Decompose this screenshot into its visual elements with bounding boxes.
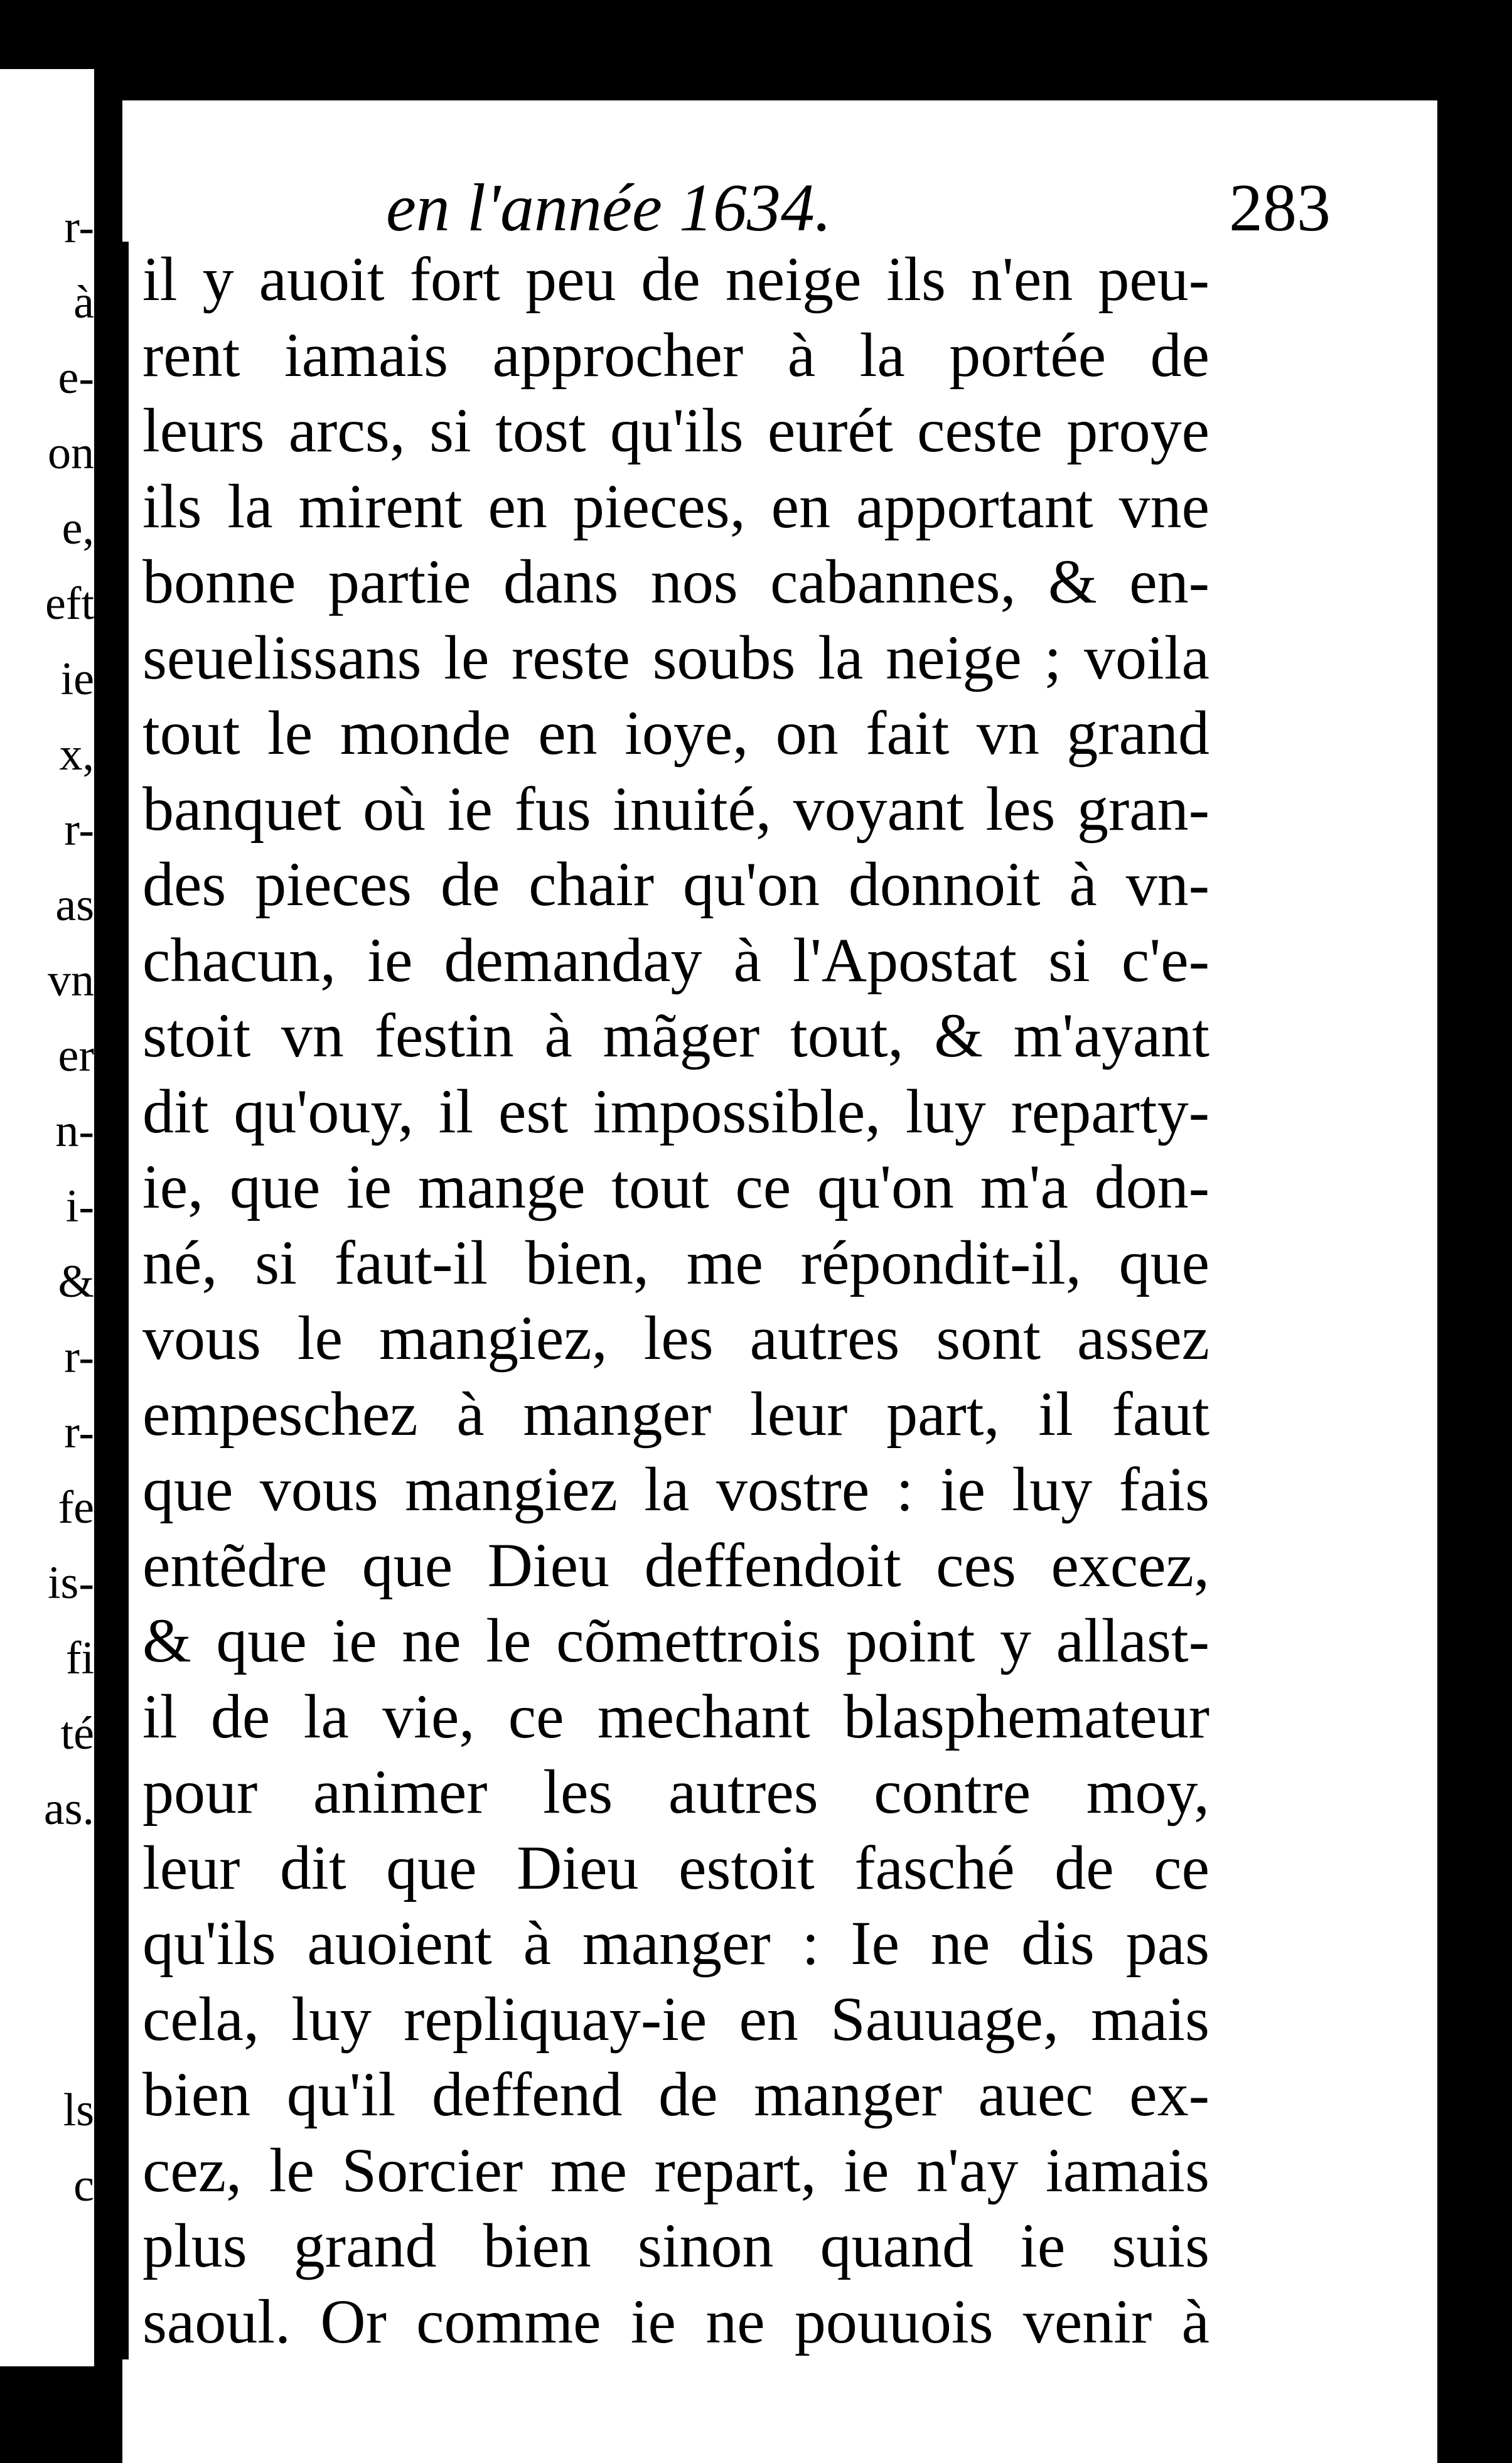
- text-line: dit qu'ouy, il est impossible, luy reparty-: [142, 1076, 1209, 1146]
- text-line: vous le mangiez, les autres sont assez: [142, 1303, 1209, 1373]
- left-page-fragment: fe: [58, 1482, 94, 1533]
- text-line: cez, le Sorcier me repart, ie n'ay iamais: [142, 2135, 1209, 2205]
- text-line: bien qu'il deffend de manger auec ex-: [142, 2059, 1209, 2129]
- text-line: stoit vn festin à mãger tout, & m'ayant: [142, 1001, 1209, 1070]
- page-number: 283: [1229, 171, 1331, 245]
- text-line: pour animer les autres contre moy,: [142, 1757, 1209, 1827]
- text-line: & que ie ne le cõmettrois point y allast-: [142, 1606, 1209, 1675]
- left-page-fragment: on: [48, 427, 94, 479]
- page-gutter: [94, 0, 122, 2463]
- running-title: en l'année 1634.: [386, 171, 832, 245]
- left-page-fragment: r-: [64, 804, 94, 856]
- left-page-fragment: n-: [55, 1105, 94, 1157]
- text-line: empeschez à manger leur part, il faut: [142, 1378, 1209, 1449]
- text-line: né, si faut-il bien, me répondit-il, que: [142, 1227, 1209, 1297]
- text-line: saoul. Or comme ie ne pouuois venir à: [142, 2286, 1209, 2356]
- left-page-fragment: x,: [59, 729, 94, 780]
- text-line: banquet où ie fus inuité, voyant les gran-: [142, 773, 1209, 844]
- left-page-fragment: is-: [48, 1557, 94, 1609]
- text-line: plus grand bien sinon quand ie suis: [142, 2211, 1209, 2280]
- left-page-fragment: ie: [60, 653, 94, 705]
- text-line: leur dit que Dieu estoit fasché de ce: [142, 1832, 1209, 1902]
- left-page-fragment: as: [55, 879, 94, 931]
- text-line: bonne partie dans nos cabannes, & en-: [142, 547, 1209, 616]
- left-page-fragment: ls: [63, 2085, 94, 2136]
- text-line: tout le monde en ioye, on fait vn grand: [142, 698, 1209, 768]
- left-page-fragment: &: [58, 1256, 94, 1307]
- text-line: que vous mangiez la vostre : ie luy fais: [142, 1454, 1209, 1524]
- text-line: leurs arcs, si tost qu'ils eurét ceste proye: [142, 395, 1209, 465]
- page-header: [122, 169, 1437, 245]
- left-page-fragment: as.: [43, 1783, 94, 1835]
- text-line: chacun, ie demanday à l'Apostat si c'e-: [142, 925, 1209, 995]
- text-line: ils la mirent en pieces, en apportant vne: [142, 471, 1209, 541]
- left-page-fragment: à: [73, 277, 94, 328]
- left-page-fragment: r-: [64, 201, 94, 253]
- left-page-fragment: e-: [58, 352, 94, 404]
- text-line: cela, luy repliquay-ie en Sauuage, mais: [142, 1983, 1209, 2054]
- left-page-fragment: fi: [65, 1633, 94, 1684]
- left-page-fragment: er: [58, 1030, 94, 1081]
- text-line: il y auoit fort peu de neige ils n'en peu-: [142, 244, 1209, 314]
- text-line: ie, que ie mange tout ce qu'on m'a don-: [142, 1152, 1209, 1221]
- left-page-fragment: i-: [65, 1181, 94, 1232]
- text-line: seuelissans le reste soubs la neige ; voila: [142, 622, 1209, 692]
- left-page-fragment: e,: [62, 503, 94, 554]
- left-page-fragment: r-: [64, 1407, 94, 1458]
- left-page-fragment: c: [73, 2160, 94, 2211]
- left-page-fragment: r-: [64, 1331, 94, 1383]
- text-line: des pieces de chair qu'on donnoit à vn-: [142, 849, 1209, 919]
- body-text: [122, 242, 1209, 2359]
- left-page-fragment: té: [60, 1708, 94, 1759]
- left-facing-page-edge: [0, 69, 94, 2366]
- text-line: entẽdre que Dieu deffendoit ces excez,: [142, 1530, 1209, 1600]
- book-page: [122, 100, 1437, 2463]
- text-line: il de la vie, ce mechant blasphemateur: [142, 1681, 1209, 1751]
- text-line: qu'ils auoient à manger : Ie ne dis pas: [142, 1908, 1209, 1978]
- text-line: rent iamais approcher à la portée de: [142, 319, 1209, 390]
- left-page-fragment: vn: [48, 955, 94, 1006]
- left-page-fragment: eft: [45, 578, 94, 630]
